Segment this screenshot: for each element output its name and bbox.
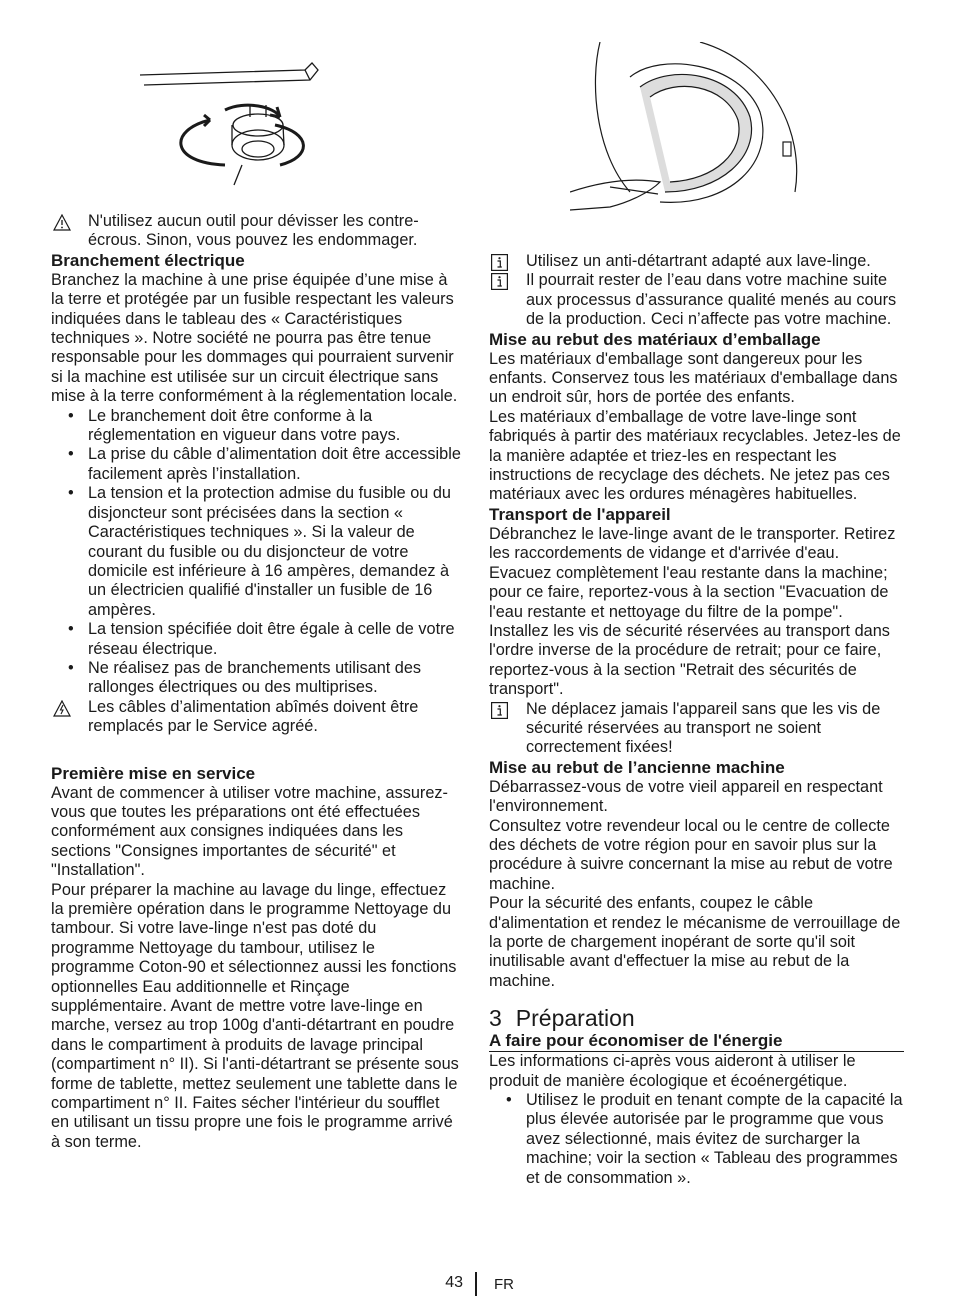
page-footer bbox=[0, 1272, 954, 1296]
left-column bbox=[51, 212, 461, 1152]
rebut-emballage-p2: Les matériaux d’emballage de votre lave-linge sont fabriqués à partir des matériaux recyclables. Jetez-les de la manière adaptée et triez-les en respectant les instructions de recyclage des déchets. Ne jetez pas ces matériaux avec les ordures ménagères habituelles. bbox=[489, 407, 901, 504]
rebut-ancienne-p3: Pour la sécurité des enfants, coupez le câble d'alimentation et rendez le mécanisme de verrouillage de la porte de chargement inopérant de sorte qu'il soit inutilisable avant d'effectuer la mise au rebut de la machine. bbox=[489, 894, 901, 990]
info-note-detartrant bbox=[489, 252, 904, 271]
info-icon bbox=[491, 273, 508, 290]
info-icon bbox=[491, 254, 508, 271]
branchement-body: Branchez la machine à une prise équipée d’une mise à la terre et protégée par un fusible respectant les valeurs indiquées dans le tableau des « Caractéristiques techniques ». Notre société ne pourra pas être tenue responsable pour les dommages qui pourraient survenir si la machine est utilisée sur un circuit électrique sans mise à la terre conformément à la réglementation locale. bbox=[51, 270, 458, 406]
chapter-number: 3 bbox=[489, 1005, 502, 1032]
list-item: • Ne réalisez pas de branchements utilisant des rallonges électriques ou des multiprises. bbox=[51, 659, 461, 698]
warning-note-cables bbox=[51, 698, 461, 737]
info-note-eau bbox=[489, 271, 904, 329]
info-text: Ne déplacez jamais l'appareil sans que les vis de sécurité réservées au transport ne soient correctement fixées! bbox=[526, 699, 881, 757]
counter-nut-illustration bbox=[130, 45, 330, 190]
section-title-branchement: Branchement électrique bbox=[51, 250, 245, 270]
branchement-bullets bbox=[51, 407, 461, 698]
warning-note-tools bbox=[51, 212, 461, 251]
section-title-energie: A faire pour économiser de l'énergie bbox=[489, 1031, 904, 1052]
rebut-emballage-p1: Les matériaux d'emballage sont dangereux pour les enfants. Conservez tous les matériaux d'emballage dans un endroit sûr, hors de portée des enfants. bbox=[489, 349, 898, 407]
premiere-paragraph-2: Pour préparer la machine au lavage du linge, effectuez la première opération dans le programme Nettoyage du tambour. Si votre lave-linge n'est pas doté du programme Nettoyage du tambour, utilisez le programme Coton-90 et sélectionnez aussi les fonctions optionnelles Eau additionnelle et Rinçage supplémentaire. Avant de mettre votre lave-linge en marche, versez au trop 100g d'anti-détartrant en poudre dans le compartiment à produits de lavage principal (compartiment n° II). Si l'anti-détartrant se présente sous forme de tablette, mettez seulement une tablette dans le compartiment n° II. Faites sécher l'intérieur du soufflet en utilisant un tissu propre une fois le programme arrivé à son terme. bbox=[51, 880, 459, 1151]
info-icon bbox=[491, 702, 508, 719]
warning-text: N'utilisez aucun outil pour dévisser les contre-écrous. Sinon, vous pouvez les endommager. bbox=[88, 212, 419, 250]
list-item: • La tension spécifiée doit être égale à celle de votre réseau électrique. bbox=[51, 620, 461, 659]
rebut-ancienne-p1: Débarrassez-vous de votre vieil appareil en respectant l'environnement. bbox=[489, 777, 883, 816]
footer-divider bbox=[475, 1272, 477, 1296]
info-text: Il pourrait rester de l’eau dans votre machine suite aux processus d’assurance qualité menés au cours de la production. Ceci n’affecte pas votre machine. bbox=[526, 271, 897, 329]
chapter-title: Préparation bbox=[515, 1005, 635, 1032]
list-item: • Le branchement doit être conforme à la réglementation en vigueur dans votre pays. bbox=[51, 407, 461, 446]
list-item: • Utilisez le produit en tenant compte de la capacité la plus élevée autorisée par le programme que vous avez sélectionné, mais évitez de surcharger la machine; voir la section « Tableau des programmes et de consommation ». bbox=[489, 1091, 904, 1188]
section-title-rebut-ancienne: Mise au rebut de l’ancienne machine bbox=[489, 757, 785, 777]
chapter-heading bbox=[489, 1005, 904, 1031]
premiere-paragraph-1: Avant de commencer à utiliser votre machine, assurez-vous que toutes les préparations ont été effectuées conformément aux consignes indiquées dans les sections "Consignes importantes de sécurité" et "Installation". bbox=[51, 783, 448, 880]
energie-body: Les informations ci-après vous aideront à utiliser le produit de manière écologique et écoénergétique. bbox=[489, 1052, 856, 1090]
section-title-rebut-emballage: Mise au rebut des matériaux d’emballage bbox=[489, 329, 821, 349]
info-text: Utilisez un anti-détartrant adapté aux lave-linge. bbox=[526, 252, 871, 270]
warning-text: Les câbles d’alimentation abîmés doivent être remplacés par le Service agréé. bbox=[88, 697, 419, 736]
rebut-ancienne-p2: Consultez votre revendeur local ou le centre de collecte des déchets de votre région pour en savoir plus sur la procédure à suivre concernant la mise au rebut de votre machine. bbox=[489, 816, 893, 893]
page-number: 43 bbox=[445, 1274, 463, 1291]
list-item: • La tension et la protection admise du fusible ou du disjoncteur sont précisées dans la section « Caractéristiques techniques ». Si la valeur de courant du fusible ou du disjoncteur de votre domicile est inférieure à 16 ampères, demandez à un électricien qualifié d'installer un fusible de 16 ampères. bbox=[51, 484, 461, 620]
energie-bullets bbox=[489, 1091, 904, 1188]
electric-warning-icon bbox=[53, 700, 71, 717]
language-code: FR bbox=[494, 1276, 514, 1293]
warning-triangle-icon bbox=[53, 214, 71, 231]
section-title-transport: Transport de l'appareil bbox=[489, 504, 671, 524]
drum-wipe-illustration bbox=[570, 42, 810, 212]
info-note-transport bbox=[489, 700, 904, 758]
list-item: • La prise du câble d’alimentation doit être accessible facilement après l’installation. bbox=[51, 445, 461, 484]
right-column bbox=[489, 252, 904, 1188]
section-title-premiere: Première mise en service bbox=[51, 763, 256, 783]
transport-body: Débranchez le lave-linge avant de le transporter. Retirez les raccordements de vidange et d'arrivée d'eau. Evacuez complètement l'eau restante dans la machine; pour ce faire, reportez-vous à la section "Evacuation de l'eau restante et nettoyage du filtre de la pompe". Installez les vis de sécurité réservées au transport dans l'ordre inverse de la procédure de retrait; pour ce faire, reportez-vous à la section "Retrait des sécurités de transport". bbox=[489, 524, 896, 699]
